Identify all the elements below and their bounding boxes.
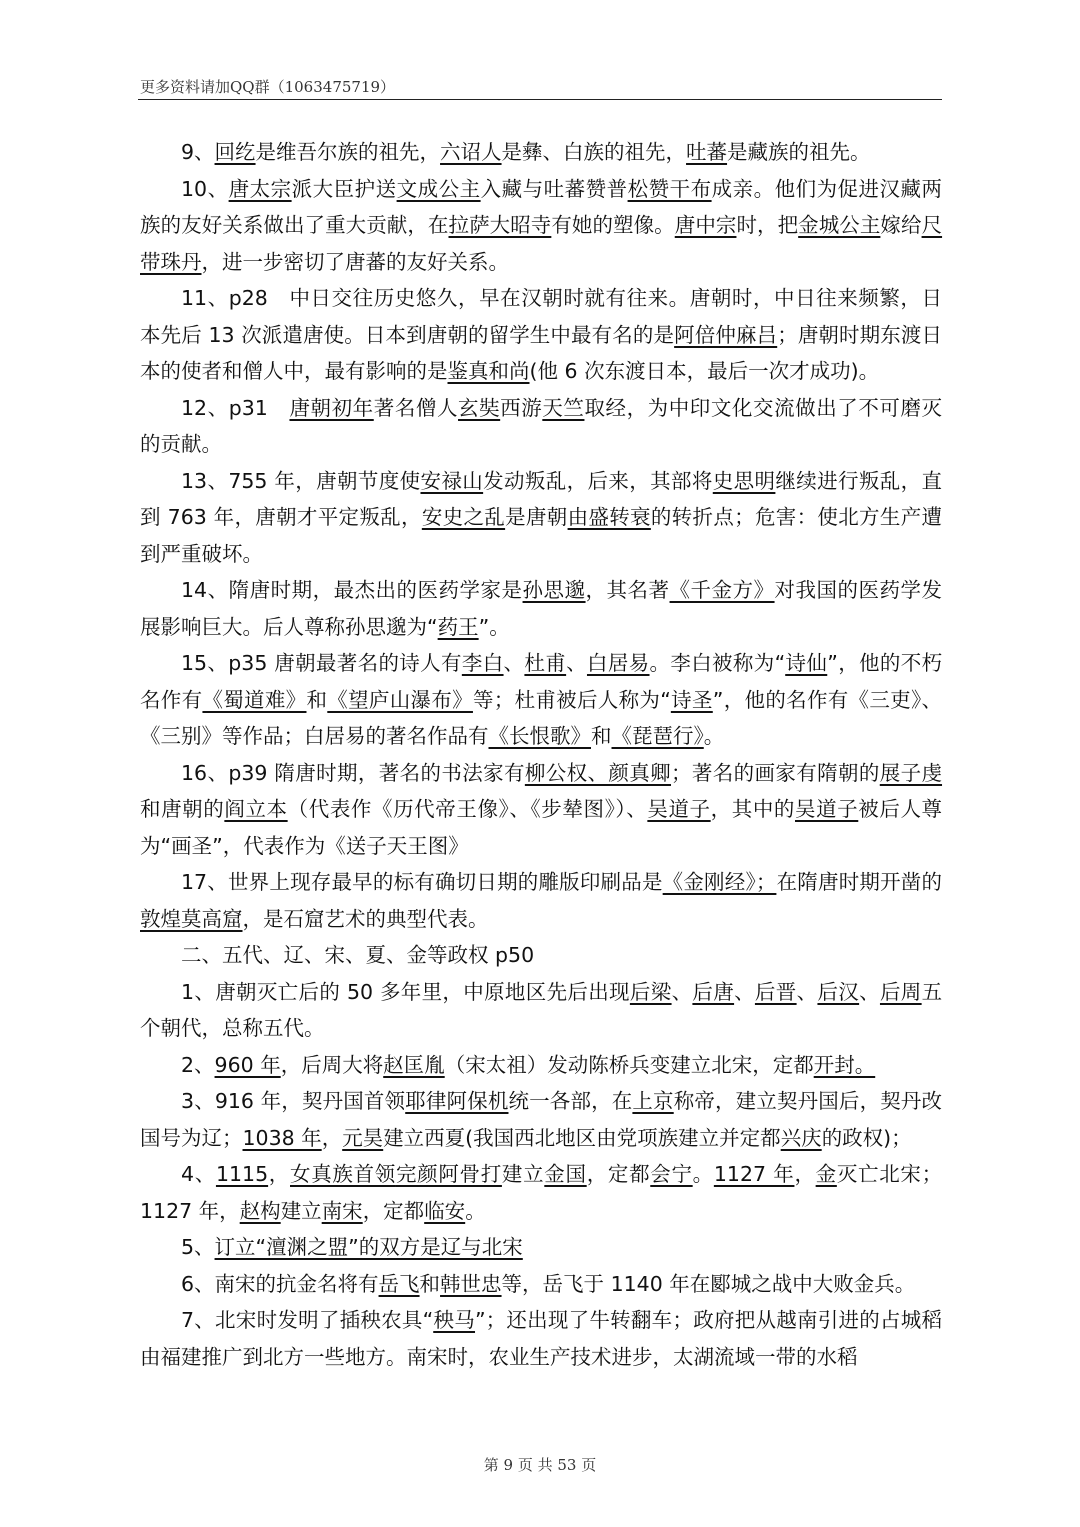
- text-run: ，后周大将: [280, 1052, 384, 1077]
- paragraph: [140, 937, 942, 974]
- text-run: ”。: [478, 614, 510, 639]
- paragraph: [140, 280, 942, 390]
- underlined-term: 展子虔: [879, 760, 943, 785]
- text-run: 15、p35 唐朝最著名的诗人有: [181, 651, 462, 675]
- underlined-term: 1127 年: [713, 1162, 795, 1186]
- underlined-term: 阿倍仲麻吕: [674, 322, 778, 347]
- text-run: 嫁给: [880, 213, 922, 237]
- paragraph: [140, 1302, 942, 1375]
- text-run: 是唐朝: [505, 505, 568, 529]
- underlined-term: 唐朝初年: [289, 395, 374, 420]
- text-run: 有她的塑像。: [551, 213, 675, 237]
- underlined-term: 李白: [461, 651, 504, 675]
- text-run: 4、: [181, 1162, 216, 1186]
- header-divider: [138, 99, 942, 100]
- text-run: 统一各部，在: [508, 1089, 633, 1113]
- underlined-term: 《金刚经》；: [662, 870, 777, 894]
- text-run: (他 6 次东渡日本，最后一次才成功)。: [529, 359, 880, 383]
- underlined-term: 安禄山: [420, 468, 484, 493]
- underlined-term: 后汉: [817, 979, 860, 1004]
- underlined-term: 吐蕃: [686, 140, 728, 164]
- underlined-term: 拉萨大昭寺: [448, 213, 552, 237]
- paragraph: [140, 171, 942, 281]
- text-run: 称帝，建立契丹国后，契丹改国号为辽；: [140, 1089, 943, 1150]
- underlined-term: 天竺: [542, 395, 585, 420]
- text-run: 时，把: [736, 213, 799, 237]
- underlined-term: 药王: [437, 614, 479, 639]
- text-run: 二、五代、辽、宋、夏、金等政权 p50: [181, 943, 535, 967]
- paragraph: [140, 1266, 942, 1303]
- underlined-term: 岳飞: [378, 1271, 420, 1296]
- text-run: 、: [734, 979, 755, 1004]
- text-run: 。: [465, 1198, 486, 1223]
- underlined-term: 白居易: [586, 651, 650, 675]
- text-run: 建立西夏(我国西北地区由党项族建立并定都: [383, 1125, 781, 1150]
- text-run: 和: [419, 1271, 441, 1296]
- underlined-term: 孙思邈: [522, 578, 586, 602]
- underlined-term: 后梁: [629, 979, 672, 1004]
- text-run: ，是石窟艺术的典型代表。: [242, 906, 489, 931]
- paragraph: [140, 1229, 942, 1266]
- text-run: ”，他的名作有《三吏》、《三别》等作品；白居易的著名作品有: [140, 687, 943, 748]
- text-run: ，定都: [362, 1198, 425, 1223]
- paragraph: [140, 1156, 942, 1229]
- underlined-term: 后周: [879, 979, 922, 1004]
- text-run: ；著名的画家有隋朝的: [671, 760, 880, 785]
- text-run: 1、唐朝灭亡后的 50 多年里，中原地区先后出现: [181, 979, 630, 1004]
- paragraph: [140, 645, 942, 755]
- underlined-term: 玄奘: [458, 395, 501, 420]
- paragraph: [140, 755, 942, 865]
- underlined-term: 诗圣: [670, 687, 713, 712]
- underlined-term: 诗仙: [785, 651, 828, 675]
- text-run: 建立: [501, 1162, 545, 1186]
- text-run: ；唐朝时期东渡日本的使者和僧人中，最有影响的是: [140, 322, 943, 383]
- underlined-term: 后晋: [754, 979, 797, 1004]
- underlined-term: 《蜀道难》: [202, 687, 307, 712]
- underlined-term: 鉴真和尚: [447, 359, 530, 383]
- underlined-term: 松赞干布: [627, 176, 712, 201]
- underlined-term: 由盛转衰: [567, 505, 651, 529]
- underlined-term: 女真族首领: [290, 1162, 396, 1186]
- text-run: 3、916 年，契丹国首领: [181, 1089, 406, 1113]
- underlined-term: 元昊: [342, 1125, 384, 1150]
- text-run: 等，岳飞于 1140 年在郾城之战中大败金兵。: [501, 1271, 916, 1296]
- text-run: 14、隋唐时期，最杰出的医药学家是: [181, 578, 523, 602]
- paragraph: [140, 1047, 942, 1084]
- text-run: ，: [268, 1162, 290, 1186]
- underlined-term: 临安: [424, 1198, 466, 1223]
- underlined-term: 兴庆: [780, 1125, 822, 1150]
- underlined-term: 《琵琶行》: [611, 724, 704, 748]
- text-run: 17、世界上现存最早的标有确切日期的雕版印刷品是: [181, 870, 663, 894]
- text-run: 、: [796, 979, 818, 1004]
- text-run: 、: [503, 651, 525, 675]
- text-run: 五个朝代，总称五代。: [140, 979, 943, 1040]
- text-run: ，: [794, 1162, 816, 1186]
- text-run: （宋太祖）发动陈桥兵变建立北宋，定都: [444, 1052, 814, 1077]
- text-run: 的转折点；危害：使北方生产遭到严重破坏。: [140, 505, 943, 566]
- underlined-term: 文成公主: [396, 176, 481, 201]
- underlined-term: 《千金方》: [669, 578, 775, 602]
- underlined-term: 南宋: [321, 1198, 363, 1223]
- text-run: 7、北宋时发明了插秧农具“: [181, 1308, 434, 1332]
- paragraph: [140, 974, 942, 1047]
- text-run: 5、: [181, 1235, 215, 1259]
- underlined-term: 后唐: [692, 979, 735, 1004]
- text-run: （代表作《历代帝王像》、《步辇图》）、: [287, 797, 648, 821]
- text-run: 著名僧人: [373, 395, 459, 420]
- underlined-term: 吴道子: [647, 797, 711, 821]
- underlined-term: 回纥: [214, 140, 256, 164]
- text-run: 。: [692, 1162, 714, 1186]
- text-run: ”，他的不朽名作有: [140, 651, 943, 712]
- underlined-term: 唐中宗: [674, 213, 737, 237]
- text-run: 是维吾尔族的祖先，: [255, 140, 441, 164]
- text-run: ”；还出现了牛转翻车；政府把从越南引进的占城稻由福建推广到北方一些地方。南宋时，农业生产技术进步，太湖流域一带的水稻: [140, 1308, 943, 1369]
- text-run: ，其名著: [585, 578, 670, 602]
- text-run: 对我国的医药学发展影响巨大。后人尊称孙思邈为“: [140, 578, 943, 639]
- underlined-term: 1038 年: [242, 1125, 322, 1150]
- text-run: 灭亡北宋；1127 年，: [140, 1162, 943, 1223]
- text-run: 被后人尊为“画圣”，代表作为《送子天王图》: [140, 797, 943, 858]
- paragraph: [140, 864, 942, 937]
- text-run: 在隋唐时期开凿的: [776, 870, 942, 894]
- document-body: [140, 134, 942, 1375]
- text-run: 取经，为中印文化交流做出了不可磨灭的贡献。: [140, 395, 943, 456]
- text-run: 成亲。他们为促进汉藏两族的友好关系做出了重大贡献，在: [140, 176, 943, 237]
- text-run: 入藏与吐蕃赞普: [480, 176, 628, 201]
- underlined-term: 赵匡胤: [383, 1052, 445, 1077]
- underlined-term: 订立“澶渊之盟”的双方是辽与北宋: [214, 1235, 523, 1259]
- underlined-term: 史思明: [712, 468, 776, 493]
- text-run: 是藏族的祖先。: [727, 140, 871, 164]
- underlined-term: 《长恨歌》: [488, 724, 591, 748]
- text-run: 派大臣护送: [291, 176, 397, 201]
- text-run: 。: [703, 724, 725, 748]
- text-run: 2、: [181, 1052, 215, 1077]
- underlined-term: 960 年: [214, 1052, 281, 1077]
- underlined-term: 六诏人: [440, 140, 502, 164]
- underlined-term: 耶律阿保机: [405, 1089, 509, 1113]
- text-run: 。李白被称为“: [649, 651, 786, 675]
- underlined-term: 安史之乱: [421, 505, 506, 529]
- underlined-term: 柳公权、颜真卿: [524, 760, 671, 785]
- underlined-term: 赵构: [239, 1198, 281, 1223]
- page-header: 更多资料请加QQ群（1063475719）: [140, 78, 396, 96]
- underlined-term: 杜甫: [524, 651, 567, 675]
- text-run: 、: [566, 651, 587, 675]
- text-run: 、: [859, 979, 880, 1004]
- underlined-term: 金城公主: [798, 213, 881, 237]
- text-run: 6、南宋的抗金名将有: [181, 1271, 379, 1296]
- underlined-term: 开封。: [813, 1052, 876, 1077]
- text-run: ，其中的: [710, 797, 795, 821]
- text-run: 是彝、白族的祖先，: [501, 140, 687, 164]
- underlined-term: 完颜阿骨打: [395, 1162, 502, 1186]
- paragraph: [140, 572, 942, 645]
- underlined-term: 韩世忠: [440, 1271, 502, 1296]
- underlined-term: 秧马: [433, 1308, 476, 1332]
- underlined-term: 尺带珠丹: [140, 213, 943, 274]
- paragraph: [140, 463, 942, 573]
- underlined-term: 金: [815, 1162, 837, 1186]
- paragraph: [140, 390, 942, 463]
- underlined-term: 唐太宗: [228, 176, 292, 201]
- text-run: 12、p31: [181, 395, 290, 420]
- underlined-term: 吴道子: [795, 797, 859, 821]
- text-run: 13、755 年，唐朝节度使: [181, 468, 421, 493]
- text-run: 、: [671, 979, 693, 1004]
- paragraph: [140, 1083, 942, 1156]
- underlined-term: 《望庐山瀑布》: [327, 687, 473, 712]
- text-run: 西游: [500, 395, 543, 420]
- text-run: 16、p39 隋唐时期，著名的书法家有: [181, 760, 525, 785]
- text-run: 10、: [181, 176, 229, 201]
- text-run: 和: [306, 687, 328, 712]
- underlined-term: 阎立本: [224, 797, 288, 821]
- underlined-term: 金国: [544, 1162, 587, 1186]
- text-run: ，定都: [586, 1162, 651, 1186]
- text-run: 的政权)；: [821, 1125, 912, 1150]
- text-run: 和唐朝的: [140, 797, 225, 821]
- page-footer: 第 9 页 共 53 页: [483, 1456, 597, 1474]
- underlined-term: 上京: [632, 1089, 674, 1113]
- paragraph: [140, 134, 942, 171]
- text-run: ，进一步密切了唐蕃的友好关系。: [201, 249, 509, 274]
- underlined-term: 1115: [215, 1162, 269, 1186]
- text-run: 和: [591, 724, 612, 748]
- text-run: 11、p28 中日交往历史悠久，早在汉朝时就有往来。唐朝时，中日往来频繁，日本先后 13 次派遣唐使。日本到唐朝的留学生中最有名的是: [140, 286, 942, 347]
- text-run: ，: [321, 1125, 343, 1150]
- text-run: 建立: [280, 1198, 322, 1223]
- underlined-term: 会宁: [650, 1162, 693, 1186]
- text-run: 等；杜甫被后人称为“: [472, 687, 671, 712]
- text-run: 发动叛乱，后来，其部将: [483, 468, 713, 493]
- text-run: 继续进行叛乱，直到 763 年，唐朝才平定叛乱，: [140, 468, 943, 529]
- text-run: 9、: [181, 140, 215, 164]
- underlined-term: 敦煌莫高窟: [140, 906, 243, 931]
